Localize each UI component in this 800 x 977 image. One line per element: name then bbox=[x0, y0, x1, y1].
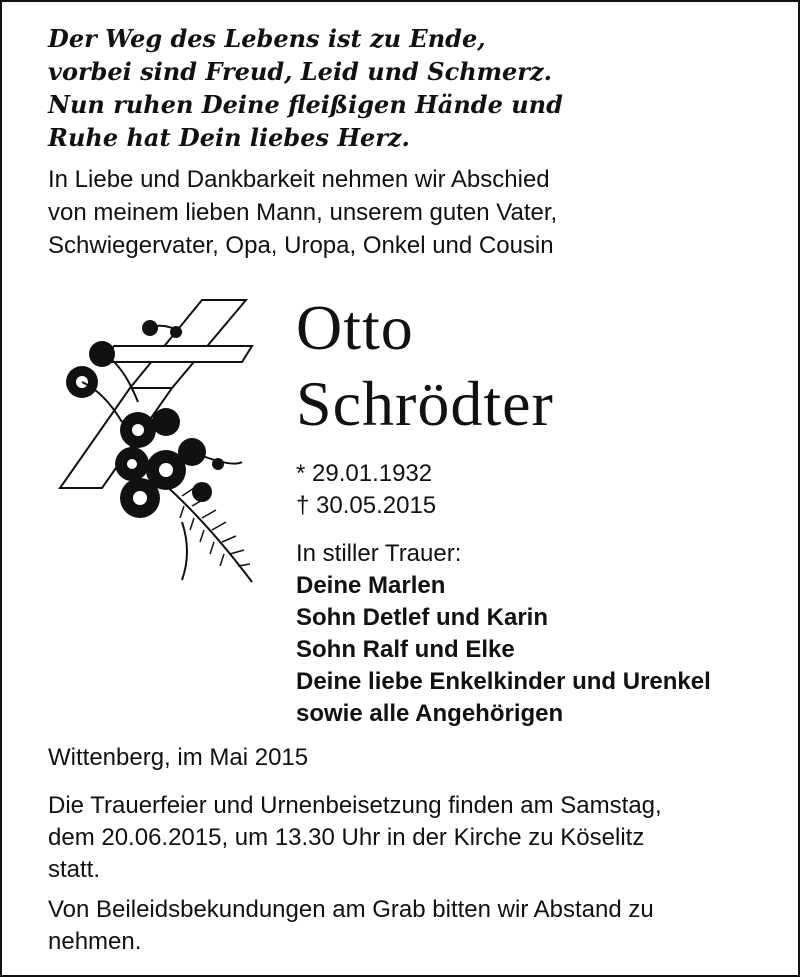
service-line: dem 20.06.2015, um 13.30 Uhr in der Kirche zu Köselitz bbox=[48, 824, 645, 851]
poem-line: Der Weg des Lebens ist zu Ende, bbox=[48, 24, 486, 53]
intro-line: von meinem lieben Mann, unserem guten Vater, bbox=[48, 199, 558, 226]
poem bbox=[48, 22, 563, 154]
mourner-name: Deine liebe Enkelkinder und Urenkel bbox=[296, 668, 711, 695]
request-line: nehmen. bbox=[48, 928, 142, 955]
mourner-name: Deine Marlen bbox=[296, 572, 446, 599]
first-name: Otto bbox=[296, 292, 414, 363]
request-line: Von Beileidsbekundungen am Grab bitten wir Abstand zu bbox=[48, 896, 654, 923]
place-date: Wittenberg, im Mai 2015 bbox=[48, 744, 309, 771]
mourners bbox=[296, 538, 711, 730]
intro-line: In Liebe und Dankbarkeit nehmen wir Abschied bbox=[48, 166, 550, 193]
poem-line: Nun ruhen Deine fleißigen Hände und bbox=[48, 90, 563, 119]
service-line: statt. bbox=[48, 856, 101, 883]
poem-line: vorbei sind Freud, Leid und Schmerz. bbox=[48, 57, 552, 86]
life-dates bbox=[296, 458, 436, 522]
last-name: Schrödter bbox=[296, 368, 554, 439]
condolence-request bbox=[48, 894, 768, 958]
intro-line: Schwiegervater, Opa, Uropa, Onkel und Cousin bbox=[48, 232, 554, 259]
service-line: Die Trauerfeier und Urnenbeisetzung finden am Samstag, bbox=[48, 792, 662, 819]
cross-with-roses-icon bbox=[42, 292, 292, 602]
service-info bbox=[48, 790, 768, 886]
mourner-name: sowie alle Angehörigen bbox=[296, 700, 564, 727]
mourner-name: Sohn Detlef und Karin bbox=[296, 604, 548, 631]
deceased-name bbox=[296, 290, 554, 442]
death-date: † 30.05.2015 bbox=[296, 492, 437, 519]
mourners-heading: In stiller Trauer: bbox=[296, 540, 462, 567]
mourner-name: Sohn Ralf und Elke bbox=[296, 636, 515, 663]
birth-date: * 29.01.1932 bbox=[296, 460, 433, 487]
farewell-intro bbox=[48, 163, 557, 262]
poem-line: Ruhe hat Dein liebes Herz. bbox=[48, 123, 410, 152]
